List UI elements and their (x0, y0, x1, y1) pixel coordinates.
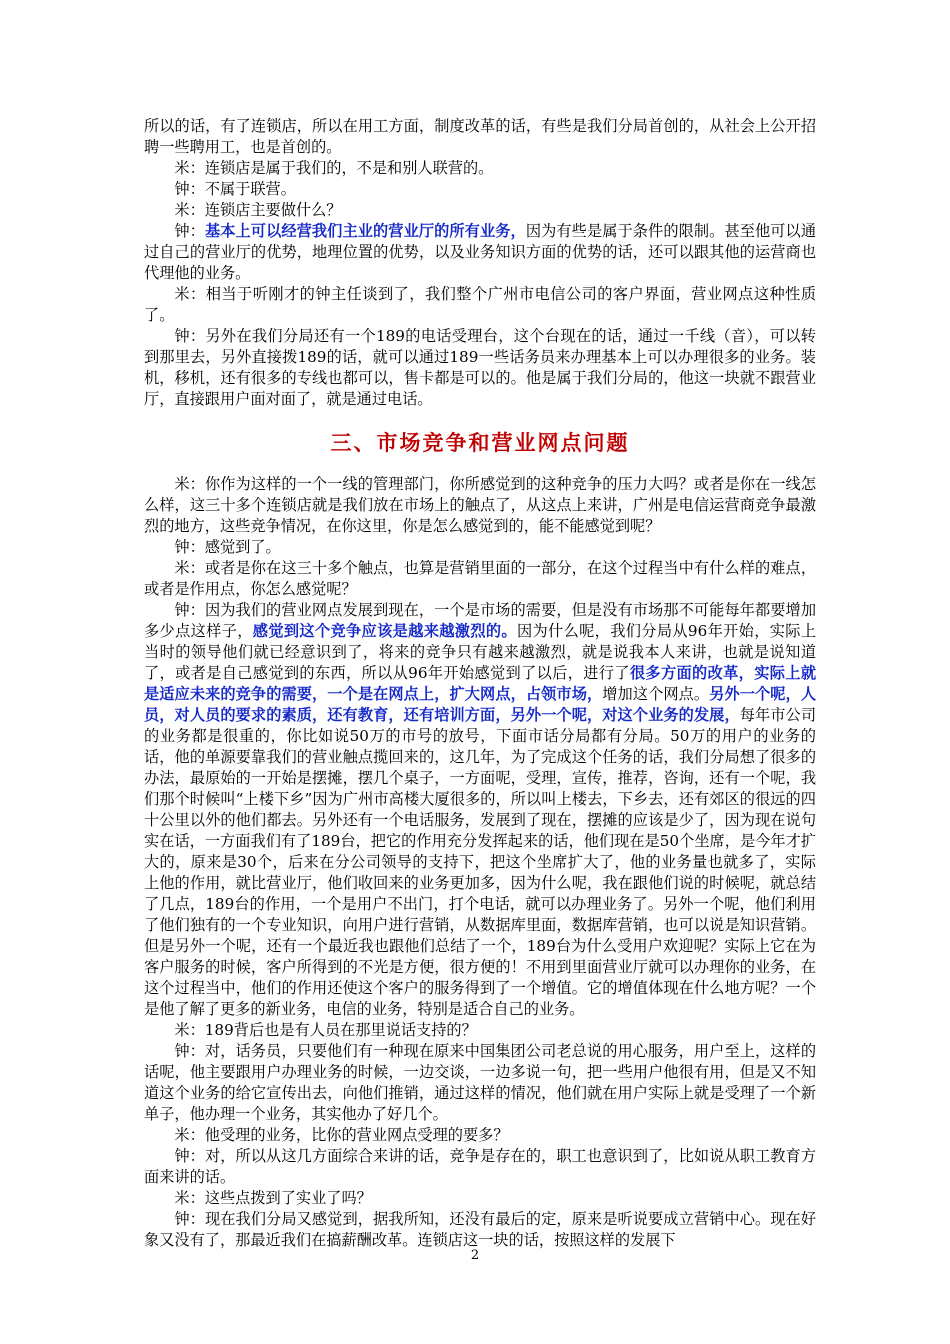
paragraph-text: 米：或者是你在这三十多个触点，也算是营销里面的一部分，在这个过程当中有什么样的难点，或者是作用点，你怎么感觉呢？ (144, 559, 816, 598)
paragraph (144, 200, 816, 221)
highlighted-text: 很多方面的改革，实际上就是适应未来的竞争的需要，一个是在网点上，扩大网点，占领市场， (144, 664, 817, 703)
interview-section-1 (144, 116, 816, 410)
paragraph (144, 537, 816, 558)
paragraph-text: 增加这个网点。 (602, 685, 710, 703)
page-number: 2 (470, 1248, 480, 1263)
section-heading: 三、市场竞争和营业网点问题 (330, 430, 630, 455)
paragraph (144, 600, 816, 1020)
paragraph-text: 每年市公司的业务都是很重的，你比如说50万的市号的放号，下面市话分局都有分局。50万的用户的业务的话，他的单源要靠我们的营业触点揽回来的，这几年，为了完成这个任务的话，我们分局想了很多的办法，最原始的一开始是摆摊，摆几个桌子，一方面呢，受理，宣传，推荐，咨询，还有一个呢，我们那个时候叫“上楼下乡”因为广州市高楼大厦很多的，所以叫上楼去，下乡去，还有郊区的很远的四十公里以外的他们都去。另外还有一个电话服务，发展到了现在，摆摊的应该是少了，因为现在说句实在话，一方面我们有了189台，把它的作用充分发挥起来的话，他们现在是50个坐席，是今年才扩大的，原来是30个，后来在分公司领导的支持下，把这个坐席扩大了，他的业务量也就多了，实际上他的作用，就比营业厅，他们收回来的业务更加多，因为什么呢，我在跟他们说的时候呢，就总结了几点，189台的作用，一个是用户不出门，打个电话，就可以办理业务了。另外一个呢，他们利用了他们独有的一个专业知识，向用户进行营销，从数据库里面，数据库营销，也可以说是知识营销。但是另外一个呢，还有一个最近我也跟他们总结了一个，189台为什么受用户欢迎呢？实际上它在为客户服务的时候，客户所得到的不光是方便，很方便的！不用到里面营业厅就可以办理你的业务，在这个过程当中，他们的作用还使这个客户的服务得到了一个增值。它的增值体现在什么地方呢？一个是他了解了更多的新业务，电信的业务，特别是适合自己的业务。 (144, 706, 817, 1018)
paragraph (144, 158, 816, 179)
paragraph-text: 米：他受理的业务，比你的营业网点受理的要多？ (174, 1126, 509, 1144)
highlighted-text: 基本上可以经营我们主业的营业厅的所有业务， (204, 222, 526, 240)
paragraph (144, 1020, 816, 1041)
paragraph-text: 米：连锁店主要做什么？ (174, 201, 342, 219)
paragraph-text: 因为什么呢，我们分局从96年开始，实际上当时的领导他们就已经意识到了，将来的竞争只有越来越激烈，就是说我本人来讲，也就是说知道了，或者是自己感觉到的东西，所以从96年开始感觉到了以后，进行了 (144, 622, 817, 682)
paragraph-text: 钟： (174, 222, 205, 240)
document-body (144, 116, 816, 1251)
paragraph-text: 钟：现在我们分局又感觉到，据我所知，还没有最后的定，原来是听说要成立营销中心。现在好象又没有了，那最近我们在搞薪酬改革。连锁店这一块的话，按照这样的发展下 (144, 1210, 816, 1249)
interview-section-2 (144, 474, 816, 1251)
highlighted-text: 感觉到这个竞争应该是越来越激烈的。 (252, 622, 517, 640)
paragraph (144, 1041, 816, 1125)
paragraph-text: 钟：因为我们的营业网点发展到现在，一个是市场的需要，但是没有市场那不可能每年都要增加多少点这样子， (144, 601, 816, 640)
paragraph (144, 116, 816, 158)
paragraph (144, 474, 816, 537)
paragraph-text: 因为有些是属于条件的限制。甚至他可以通过自己的营业厅的优势，地理位置的优势，以及业务知识方面的优势的话，还可以跟其他的运营商也代理他的业务。 (144, 222, 817, 282)
paragraph (144, 326, 816, 410)
paragraph-text: 钟：感觉到了。 (174, 538, 281, 556)
paragraph (144, 284, 816, 326)
paragraph-text: 钟：对，话务员，只要他们有一种现在原来中国集团公司老总说的用心服务，用户至上，这样的话呢，他主要跟用户办理业务的时候，一边交谈，一边多说一句，把一些用户他很有用，但是又不知道这个业务的给它宣传出去，向他们推销，通过这样的情况，他们就在用户实际上就是受理了一个新单子，他办理一个业务，其实他办了好几个。 (144, 1042, 816, 1123)
paragraph-text: 米：你作为这样的一个一线的管理部门，你所感觉到的这种竞争的压力大吗？或者是你在一线怎么样，这三十多个连锁店就是我们放在市场上的触点了，从这点上来讲，广州是电信运营商竞争最激烈的地方，这些竞争情况，在你这里，你是怎么感觉到的，能不能感觉到呢？ (144, 475, 816, 535)
paragraph-text: 钟：另外在我们分局还有一个189的电话受理台，这个台现在的话，通过一千线（音），可以转到那里去，另外直接拨189的话，就可以通过189一些话务员来办理基本上可以办理很多的业务。装机，移机，还有很多的专线也都可以，售卡都是可以的。他是属于我们分局的，他这一块就不跟营业厅，直接跟用户面对面了，就是通过电话。 (144, 327, 816, 408)
highlighted-text: 另外一个呢，人员，对人员的要求的素质，还有教育，还有培训方面，另外一个呢，对这个业务的发展， (144, 685, 817, 724)
paragraph (144, 1125, 816, 1146)
paragraph (144, 1146, 816, 1188)
paragraph-text: 米：189背后也是有人员在那里说话支持的？ (174, 1021, 477, 1039)
paragraph-text: 米：相当于听刚才的钟主任谈到了，我们整个广州市电信公司的客户界面，营业网点这种性质了。 (144, 285, 816, 324)
paragraph-text: 米：连锁店是属于我们的，不是和别人联营的。 (174, 159, 494, 177)
paragraph-text: 钟：不属于联营。 (174, 180, 296, 198)
paragraph (144, 1188, 816, 1209)
paragraph-text: 米：这些点拨到了实业了吗？ (174, 1189, 372, 1207)
paragraph (144, 1209, 816, 1251)
paragraph-text: 所以的话，有了连锁店，所以在用工方面，制度改革的话，有些是我们分局首创的，从社会上公开招聘一些聘用工，也是首创的。 (144, 117, 816, 156)
paragraph (144, 558, 816, 600)
paragraph (144, 221, 816, 284)
paragraph-text: 钟：对，所以从这几方面综合来讲的话，竞争是存在的，职工也意识到了，比如说从职工教育方面来讲的话。 (144, 1147, 816, 1186)
paragraph (144, 179, 816, 200)
